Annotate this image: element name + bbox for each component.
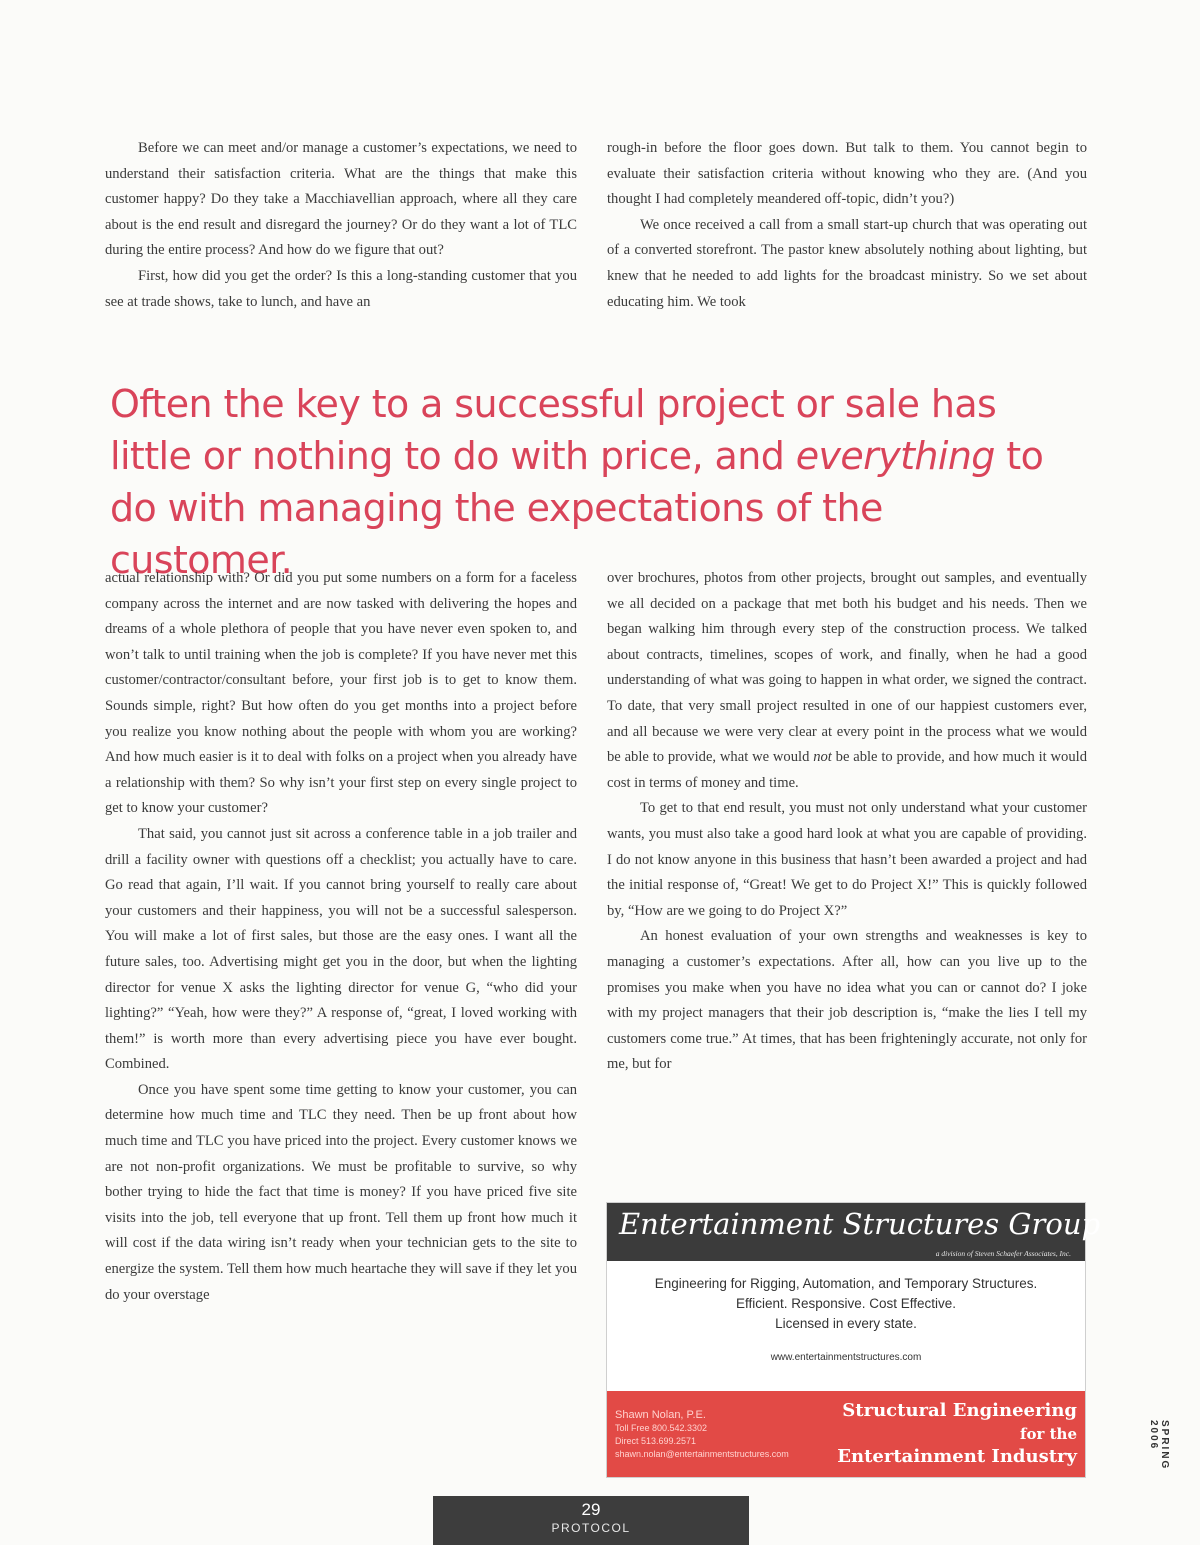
- tagline-line: for the: [1020, 1425, 1077, 1443]
- magazine-name: PROTOCOL: [551, 1521, 631, 1535]
- pull-quote: [110, 378, 1070, 586]
- tagline-line: Structural Engineering: [842, 1400, 1077, 1421]
- ad-line: Engineering for Rigging, Automation, and Temporary Structures.: [654, 1276, 1038, 1291]
- ad-url-link[interactable]: www.entertainmentstructures.com: [770, 1352, 922, 1363]
- paragraph: [607, 566, 1087, 796]
- ad-tagline: [837, 1399, 1077, 1469]
- pull-quote-text: to do with managing the expectations of the customer.: [110, 434, 1044, 582]
- ad-subtitle: a division of Steven Schaefer Associates, Inc.: [935, 1249, 1071, 1258]
- paragraph-emphasis: not: [813, 749, 832, 766]
- paragraph: That said, you cannot just sit across a conference table in a job trailer and drill a facility owner with questions off a checklist; you actually have to care. Go read that again, I’ll wait. If you cannot bring yourself to really care about your customers and their happiness, you will not be a successful salesperson. You will make a lot of first sales, but those are the easy ones. I want all the future sales, too. Advertising might get you in the door, but when the lighting director for venue X asks the lighting director for venue G, “who did your lighting?” “Yeah, how were they?” A response of, “great, I loved working with them!” is worth more than every advertising piece you have ever bought. Combined.: [105, 825, 577, 1073]
- ad-line: Efficient. Responsive. Cost Effective.: [735, 1296, 957, 1311]
- paragraph: actual relationship with? Or did you put some numbers on a form for a faceless company across the internet and are now tasked with delivering the hopes and dreams of a whole plethora of people that you have never even spoken to, and won’t talk to until training when the job is complete? If you have never met this customer/contractor/consultant before, your first job is to get to know them. Sounds simple, right? But how often do you get months into a project before you realize you know nothing about the people with whom you are working? And how much easier is it to deal with folks on a project when you already have a relationship with them? So why isn’t your first step on every single project to get to know your customer?: [105, 570, 577, 817]
- column-top-right: [607, 136, 1087, 315]
- contact-direct: Direct 513.699.2571: [615, 1436, 697, 1446]
- issue-label: SPRING 2006: [1148, 1420, 1170, 1471]
- advertisement: [606, 1202, 1101, 1478]
- ad-line: Licensed in every state.: [775, 1316, 917, 1331]
- column-top-left: [105, 136, 577, 315]
- contact-tollfree: Toll Free 800.542.3302: [615, 1423, 708, 1433]
- page-number: 29: [581, 1500, 601, 1519]
- tagline-line: Entertainment Industry: [837, 1446, 1077, 1467]
- contact-email-link[interactable]: shawn.nolan@entertainmentstructures.com: [615, 1449, 789, 1459]
- pull-quote-emphasis: everything: [795, 434, 995, 478]
- ad-title: Entertainment Structures Group: [619, 1207, 1101, 1241]
- pull-quote-text: Often the key to a successful project or sale has little or nothing to do with price, and: [110, 382, 997, 478]
- paragraph-text: be able to provide, and how much it would cost in terms of money and time.: [607, 749, 1087, 791]
- paragraph-text: over brochures, photos from other projects, brought out samples, and eventually we all decided on a package that met both his budget and his needs. Then we began walking him through every step of the construction process. We talked about contracts, timelines, scopes of work, and finally, when he had a good understanding of what was going to happen in what order, we signed the contract. To date, that very small project resulted in one of our happiest customers ever, and all because we were very clear at every point in the process what we would be able to provide, what we would: [607, 570, 1087, 766]
- ad-body: [607, 1274, 1085, 1363]
- contact-name: Shawn Nolan, P.E.: [615, 1409, 706, 1421]
- paragraph: Once you have spent some time getting to know your customer, you can determine how much time and TLC they need. Then be up front about how much time and TLC you have priced into the project. Every customer knows we are not non-profit organizations. We must be profitable to survive, so why bother trying to hide the fact that time is money? If you have priced five site visits into the job, tell everyone that up front. Tell them up front how much it will cost if the data wiring isn’t ready when your technician gets to the site to energize the system. Tell them how much heartache they will save if they let you do your overstage: [105, 1081, 577, 1303]
- column-bottom-left: [105, 566, 577, 1308]
- paragraph: We once received a call from a small start-up church that was operating out of a converted storefront. The pastor knew absolutely nothing about lighting, but knew that he needed to add lights for the broadcast ministry. So we set about educating him. We took: [607, 216, 1087, 310]
- paragraph: rough-in before the floor goes down. But talk to them. You cannot begin to evaluate their satisfaction criteria without knowing who they are. (And you thought I had completely meandered off-topic, didn’t you?): [607, 140, 1087, 208]
- column-bottom-right: [607, 566, 1087, 1078]
- paragraph: To get to that end result, you must not only understand what your customer wants, you must also take a good hard look at what you are capable of providing. I do not know anyone in this business that hasn’t been awarded a project and had the initial response of, “Great! We get to do Project X!” This is quickly followed by, “How are we going to do Project X?”: [607, 800, 1087, 919]
- page-footer: [433, 1496, 749, 1545]
- ad-footer: [607, 1391, 1085, 1477]
- ad-header: [607, 1203, 1101, 1261]
- paragraph: First, how did you get the order? Is this a long-standing customer that you see at trade shows, take to lunch, and have an: [105, 267, 577, 310]
- paragraph: An honest evaluation of your own strengths and weaknesses is key to managing a customer’s expectations. After all, how can you live up to the promises you make when you have no idea what you can or cannot do? I joke with my project managers that their job description is, “make the lies I tell my customers come true.” At times, that has been frighteningly accurate, not only for me, but for: [607, 928, 1087, 1073]
- paragraph: Before we can meet and/or manage a customer’s expectations, we need to understand their satisfaction criteria. What are the things that make this customer happy? Do they take a Macchiavellian approach, where all they care about is the end result and disregard the journey? Or do they want a lot of TLC during the entire process? And how do we figure that out?: [105, 140, 577, 259]
- ad-contact: [615, 1409, 789, 1461]
